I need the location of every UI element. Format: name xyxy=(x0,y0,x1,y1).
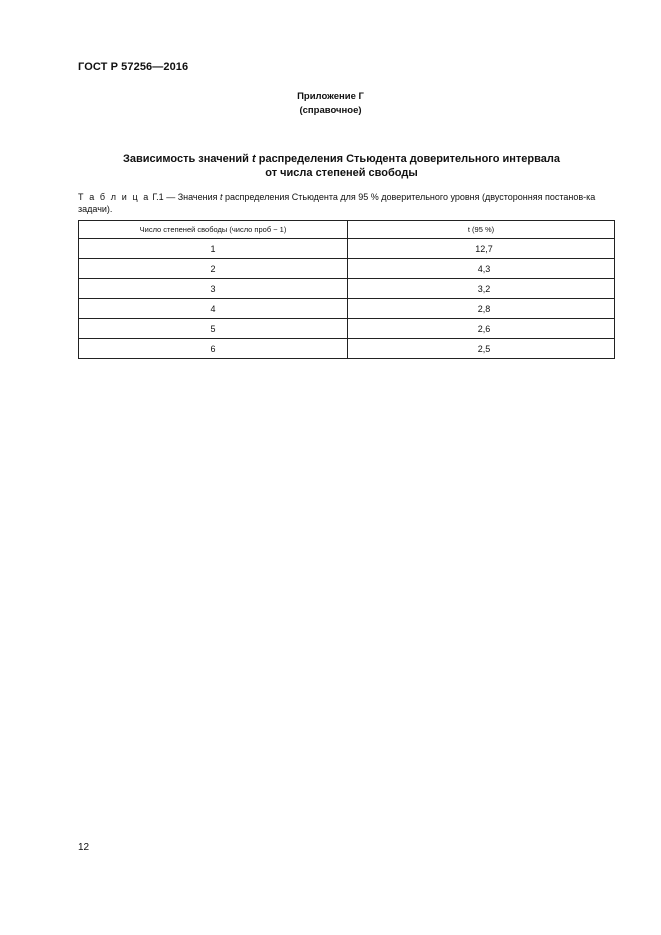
cell-t-value: 3,2 xyxy=(348,279,615,299)
cell-t-value: 2,5 xyxy=(348,339,615,359)
section-title-part2: распределения Стьюдента доверительного интервала xyxy=(255,153,560,165)
cell-t-value: 4,3 xyxy=(348,259,615,279)
section-title-line2: от числа степеней свободы xyxy=(265,167,418,179)
cell-degrees: 3 xyxy=(79,279,348,299)
appendix-label: Приложение Г xyxy=(297,91,364,102)
cell-t-value: 2,6 xyxy=(348,319,615,339)
cell-degrees: 6 xyxy=(79,339,348,359)
cell-t-value: 12,7 xyxy=(348,239,615,259)
appendix-heading xyxy=(0,90,661,118)
document-code: ГОСТ Р 57256—2016 xyxy=(78,61,189,73)
table-row xyxy=(79,299,615,319)
table-caption xyxy=(78,191,616,215)
header-t-value: t (95 %) xyxy=(348,221,615,239)
cell-t-value: 2,8 xyxy=(348,299,615,319)
table-row xyxy=(79,239,615,259)
section-title-line1 xyxy=(60,152,623,166)
caption-rest: распределения Стьюдента для 95 % доверительного уровня (двусторонняя постанов-ка задачи). xyxy=(78,192,596,214)
page-number: 12 xyxy=(78,842,90,853)
cell-degrees: 1 xyxy=(79,239,348,259)
cell-degrees: 4 xyxy=(79,299,348,319)
caption-number: Г.1 — Значения xyxy=(149,192,220,202)
table-row xyxy=(79,319,615,339)
appendix-type: (справочное) xyxy=(299,105,362,116)
student-t-table xyxy=(78,220,615,359)
caption-italic: t xyxy=(219,192,223,202)
header-degrees-of-freedom: Число степеней свободы (число проб − 1) xyxy=(79,221,348,239)
table-header-row xyxy=(79,221,615,239)
section-title xyxy=(60,152,623,180)
table-row xyxy=(79,339,615,359)
table-row xyxy=(79,279,615,299)
cell-degrees: 5 xyxy=(79,319,348,339)
section-title-italic: t xyxy=(252,153,256,165)
section-title-part1: Зависимость значений xyxy=(123,153,252,165)
table-row xyxy=(79,259,615,279)
cell-degrees: 2 xyxy=(79,259,348,279)
caption-prefix: Т а б л и ц а xyxy=(78,192,150,202)
